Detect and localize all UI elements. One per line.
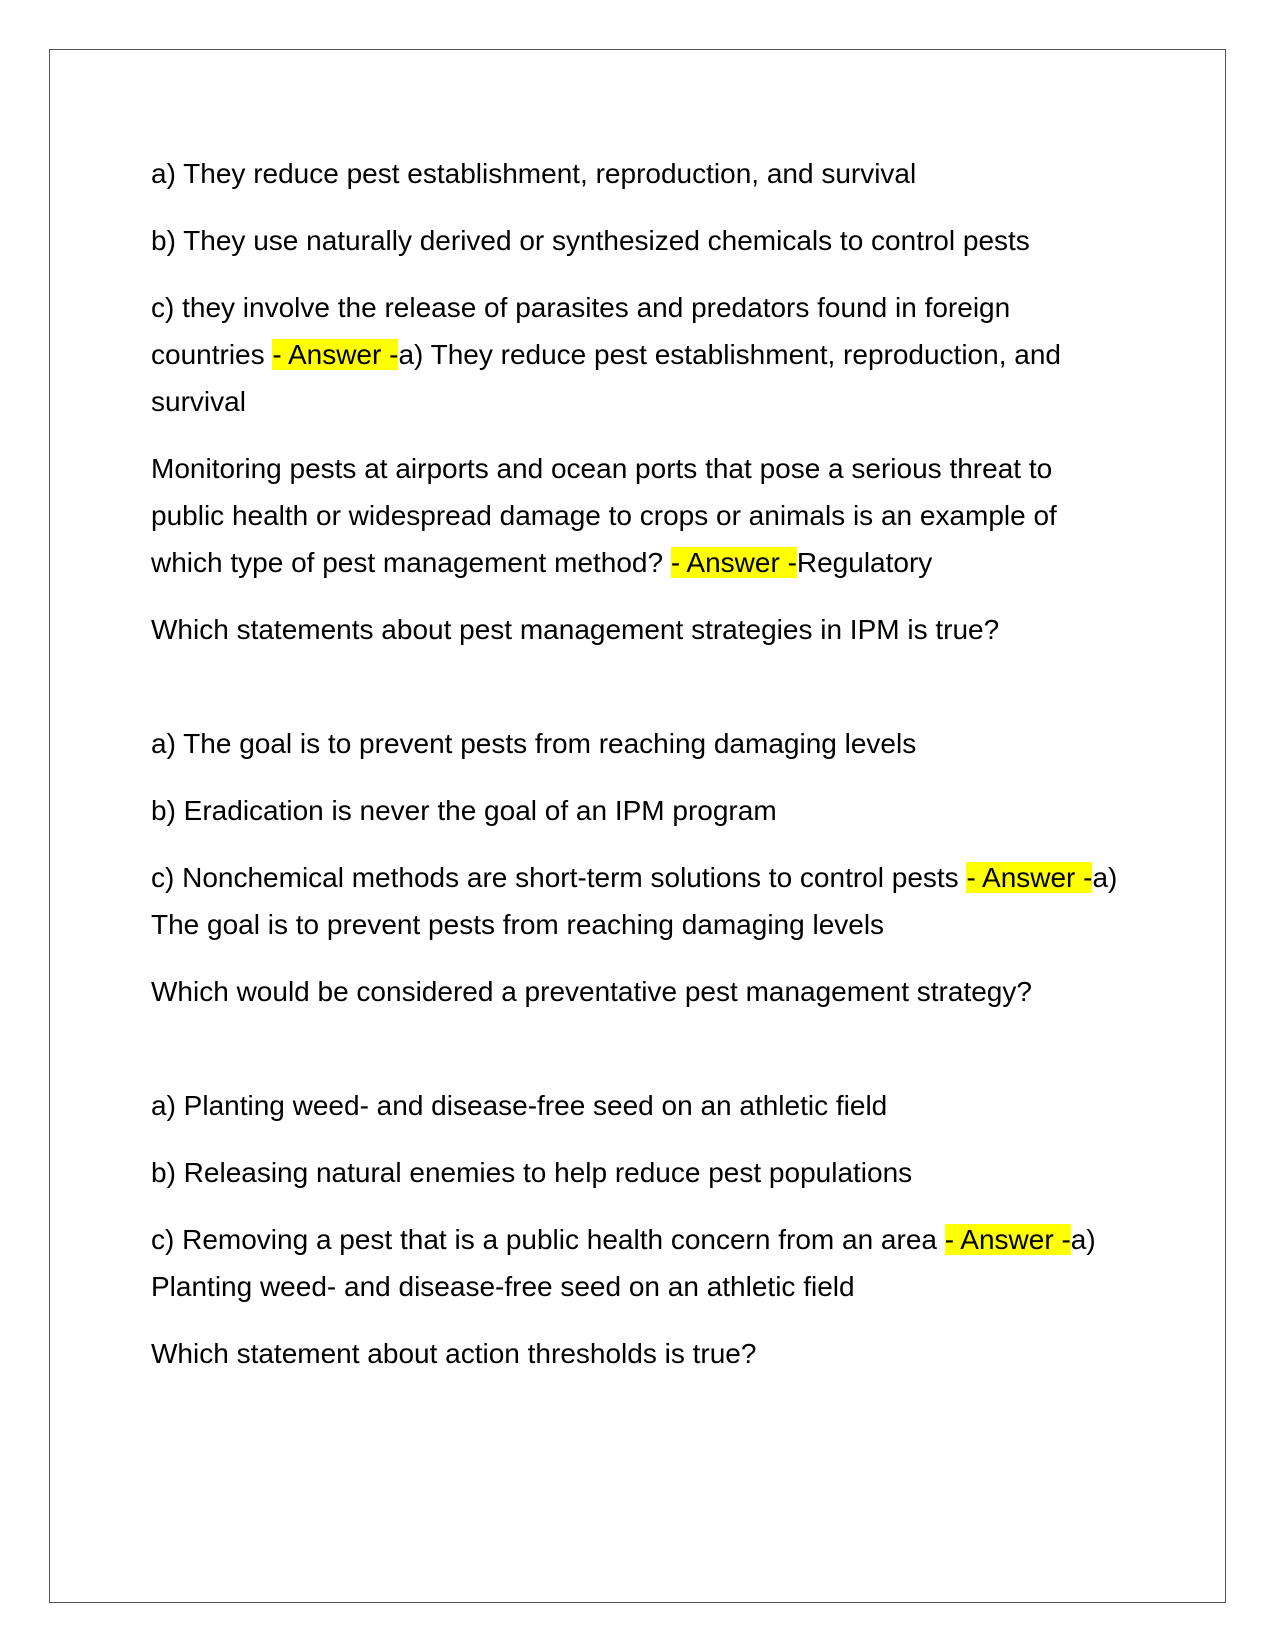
option-a-text: a) Planting weed- and disease-free seed on an athletic field <box>151 1090 888 1121</box>
question-text: Which would be considered a preventative pest management strategy? <box>151 976 1032 1007</box>
document-body <box>151 150 1131 1397</box>
option-b-text: b) They use naturally derived or synthesized chemicals to control pests <box>151 225 1030 256</box>
answer-highlight: - Answer - <box>944 1224 1071 1255</box>
option-c-with-answer <box>151 854 1131 948</box>
question-text: Monitoring pests at airports and ocean ports that pose a serious threat to public health or widespread damage to crops or animals is an example of which type of pest management method? <box>151 453 1057 578</box>
option-b-text: b) Eradication is never the goal of an IPM program <box>151 795 777 826</box>
answer-highlight: - Answer - <box>272 339 399 370</box>
option-a-text: a) They reduce pest establishment, reproduction, and survival <box>151 158 917 189</box>
question-text: Which statement about action thresholds is true? <box>151 1338 757 1369</box>
answer-highlight: - Answer - <box>670 547 797 578</box>
option-a-text: a) The goal is to prevent pests from reaching damaging levels <box>151 728 917 759</box>
answer-text: a) The goal is to prevent pests from reaching damaging levels <box>151 862 1118 940</box>
option-b-text: b) Releasing natural enemies to help reduce pest populations <box>151 1157 913 1188</box>
answer-text: a) They reduce pest establishment, reproduction, and survival <box>151 339 1061 417</box>
option-c-with-answer <box>151 284 1131 425</box>
option-text: c) Removing a pest that is a public health concern from an area <box>151 1224 945 1255</box>
option-text: c) Nonchemical methods are short-term solutions to control pests <box>151 862 967 893</box>
option-text: c) they involve the release of parasites and predators found in foreign countries <box>151 292 1011 370</box>
option-c-with-answer <box>151 1216 1131 1310</box>
answer-highlight: - Answer - <box>966 862 1093 893</box>
answer-text: a) Planting weed- and disease-free seed on an athletic field <box>151 1224 1096 1302</box>
answer-text: Regulatory <box>796 547 933 578</box>
question-text: Which statements about pest management strategies in IPM is true? <box>151 614 1000 645</box>
question-with-answer <box>151 445 1131 586</box>
